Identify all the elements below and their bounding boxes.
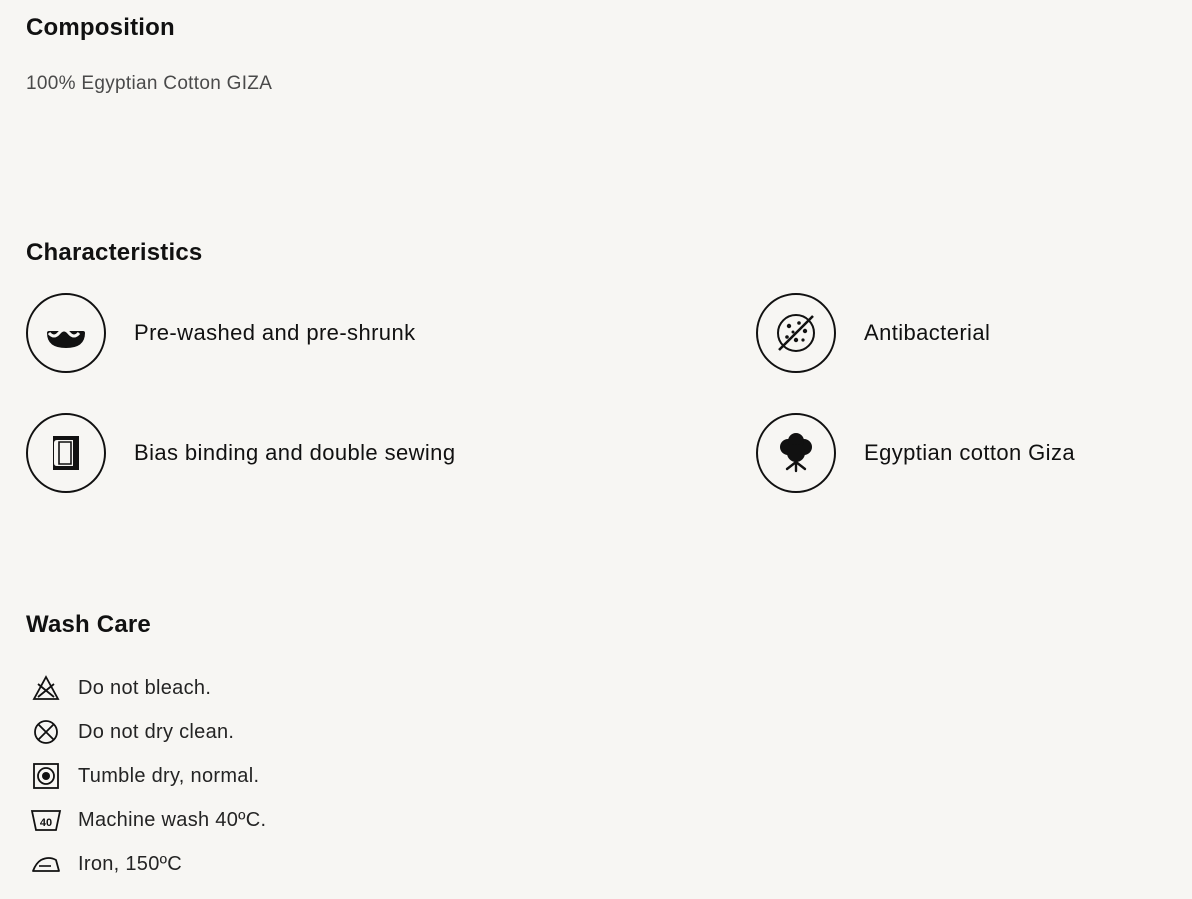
characteristic-label: Antibacterial [864, 320, 991, 345]
do-not-bleach-icon [26, 673, 66, 703]
characteristics-title: Characteristics [26, 239, 203, 266]
wash-care-item [26, 666, 1166, 710]
bias-binding-icon [26, 413, 106, 493]
wash-care-list [26, 666, 1166, 886]
wash-care-label: Machine wash 40ºC. [78, 808, 267, 831]
wash-care-label: Iron, 150ºC [78, 852, 182, 875]
characteristic-label: Egyptian cotton Giza [864, 440, 1076, 465]
composition-text: 100% Egyptian Cotton GIZA [26, 73, 273, 94]
pre-washed-icon [26, 293, 106, 373]
wash-care-label: Do not dry clean. [78, 720, 235, 743]
cotton-flower-icon [756, 413, 836, 493]
characteristics-section [26, 239, 1166, 493]
wash-care-item [26, 842, 1166, 886]
iron-icon [26, 849, 66, 879]
characteristic-label: Bias binding and double sewing [134, 440, 456, 465]
characteristics-grid [26, 293, 1166, 493]
antibacterial-icon [756, 293, 836, 373]
wash-care-item [26, 754, 1166, 798]
characteristic-item [756, 293, 1166, 373]
wash-care-section [26, 611, 1166, 886]
composition-section [26, 14, 272, 95]
machine-wash-40-icon [26, 805, 66, 835]
tumble-dry-icon [26, 761, 66, 791]
wash-care-title: Wash Care [26, 611, 151, 638]
wash-care-item [26, 798, 1166, 842]
characteristic-item [26, 413, 756, 493]
characteristic-item [756, 413, 1166, 493]
wash-care-label: Tumble dry, normal. [78, 764, 260, 787]
wash-care-item [26, 710, 1166, 754]
do-not-dry-clean-icon [26, 717, 66, 747]
composition-title: Composition [26, 14, 175, 41]
characteristic-item [26, 293, 756, 373]
wash-care-label: Do not bleach. [78, 676, 212, 699]
characteristic-label: Pre-washed and pre-shrunk [134, 320, 416, 345]
svg-text:40: 40 [39, 817, 53, 829]
